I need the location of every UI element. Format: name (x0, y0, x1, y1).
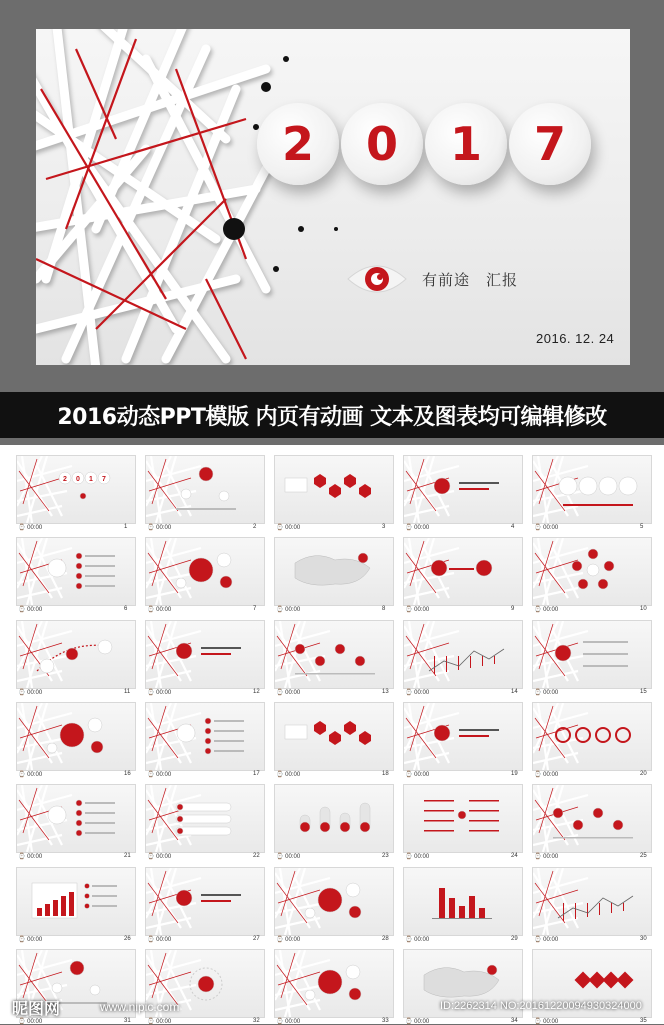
slide-number: 27 (253, 936, 260, 942)
slide-thumbnail-graphic (275, 538, 393, 605)
slide-thumbnail[interactable] (16, 620, 136, 689)
slide-thumbnail[interactable] (16, 537, 136, 606)
slide-number: 34 (511, 1018, 518, 1024)
slide-thumbnail-graphic (533, 703, 651, 770)
slide-timing-label: ⌚ 00:00 (18, 772, 43, 778)
slide-number: 7 (253, 606, 257, 612)
slide-thumbnail-graphic (533, 538, 651, 605)
slide-timing-label: ⌚ 00:00 (534, 854, 559, 860)
slide-thumbnail[interactable] (16, 867, 136, 936)
slide-number: 4 (511, 524, 515, 530)
svg-text:1: 1 (89, 476, 93, 483)
slide-number: 20 (640, 771, 647, 777)
slide-thumbnail[interactable] (403, 455, 523, 524)
slide-thumbnail-graphic (146, 456, 264, 523)
slide-thumbnail-graphic (17, 621, 135, 688)
slide-number: 23 (382, 853, 389, 859)
slide-number: 6 (124, 606, 128, 612)
watermark-id: ID:2262314 NO:20161220094930324000 (440, 1000, 642, 1012)
slide-number: 31 (124, 1018, 131, 1024)
slide-timing-label: ⌚ 00:00 (147, 1019, 172, 1025)
slide-number: 28 (382, 936, 389, 942)
slide-timing-label: ⌚ 00:00 (534, 525, 559, 531)
slide-timing-label: ⌚ 00:00 (405, 690, 430, 696)
slide-timing-label: ⌚ 00:00 (405, 772, 430, 778)
slide-thumbnail[interactable] (145, 537, 265, 606)
slide-timing-label: ⌚ 00:00 (534, 937, 559, 943)
slide-timing-label: ⌚ 00:00 (147, 690, 172, 696)
slide-timing-label: ⌚ 00:00 (534, 1019, 559, 1025)
slide-timing-label: ⌚ 00:00 (276, 772, 301, 778)
slide-timing-label: ⌚ 00:00 (276, 1019, 301, 1025)
slide-thumbnail[interactable] (16, 455, 136, 524)
slide-timing-label: ⌚ 00:00 (405, 525, 430, 531)
slide-number: 8 (382, 606, 386, 612)
slide-number: 11 (124, 689, 131, 695)
slide-thumbnail-graphic (533, 868, 651, 935)
slide-timing-label: ⌚ 00:00 (18, 1019, 43, 1025)
slide-number: 17 (253, 771, 260, 777)
slide-thumbnail-graphic (404, 456, 522, 523)
banner-text: 2016动态PPT模版 内页有动画 文本及图表均可编辑修改 (57, 404, 607, 430)
slide-timing-label: ⌚ 00:00 (534, 690, 559, 696)
slide-thumbnail[interactable] (16, 702, 136, 771)
slide-timing-label: ⌚ 00:00 (18, 525, 43, 531)
slide-number: 33 (382, 1018, 389, 1024)
hero-date: 2016. 12. 24 (536, 331, 615, 346)
slide-thumbnail-graphic (533, 456, 651, 523)
slide-number: 18 (382, 771, 389, 777)
slide-thumbnail-graphic (275, 703, 393, 770)
hero-slide-preview (36, 29, 630, 365)
svg-text:2: 2 (63, 476, 67, 483)
eye-icon (346, 257, 408, 301)
slide-number: 15 (640, 689, 647, 695)
slide-number: 30 (640, 936, 647, 942)
slide-thumbnail[interactable] (274, 455, 394, 524)
slide-thumbnail-graphic (146, 538, 264, 605)
slide-thumbnail[interactable] (532, 702, 652, 771)
slide-timing-label: ⌚ 00:00 (147, 525, 172, 531)
slide-thumbnail[interactable] (274, 867, 394, 936)
watermark-url: www.nipic.com (100, 1000, 180, 1014)
slide-thumbnail[interactable] (532, 784, 652, 853)
year-digit-1: 2 (257, 103, 339, 185)
slide-thumbnail-graphic (17, 703, 135, 770)
slide-thumbnail-graphic (404, 538, 522, 605)
slide-thumbnail[interactable] (145, 455, 265, 524)
slide-thumbnail[interactable] (274, 537, 394, 606)
slide-thumbnail[interactable] (532, 537, 652, 606)
slide-thumbnail[interactable] (145, 784, 265, 853)
slide-timing-label: ⌚ 00:00 (18, 690, 43, 696)
slide-thumbnail-graphic (404, 868, 522, 935)
slide-thumbnail-graphic (275, 868, 393, 935)
watermark-logo: 昵图网 (12, 999, 61, 1018)
slide-timing-label: ⌚ 00:00 (147, 937, 172, 943)
promo-banner (0, 392, 664, 438)
slide-number: 25 (640, 853, 647, 859)
slide-thumbnail-graphic (17, 456, 135, 523)
slide-timing-label: ⌚ 00:00 (18, 607, 43, 613)
slide-thumbnail[interactable] (274, 784, 394, 853)
slide-timing-label: ⌚ 00:00 (147, 854, 172, 860)
slide-number: 3 (382, 524, 386, 530)
slide-thumbnail-graphic (146, 621, 264, 688)
slide-thumbnail-graphic (17, 868, 135, 935)
slide-timing-label: ⌚ 00:00 (534, 607, 559, 613)
slide-thumbnail-graphic (275, 950, 393, 1017)
slide-number: 29 (511, 936, 518, 942)
slide-thumbnail-graphic (17, 785, 135, 852)
slide-timing-label: ⌚ 00:00 (534, 772, 559, 778)
slide-thumbnail[interactable] (145, 867, 265, 936)
year-digit-2: 0 (341, 103, 423, 185)
slide-number: 12 (253, 689, 260, 695)
svg-text:7: 7 (102, 476, 106, 483)
year-digit-3: 1 (425, 103, 507, 185)
slide-thumbnail[interactable] (274, 702, 394, 771)
slide-number: 21 (124, 853, 131, 859)
slide-thumbnail-graphic (17, 538, 135, 605)
slide-number: 14 (511, 689, 518, 695)
slide-timing-label: ⌚ 00:00 (405, 1019, 430, 1025)
slide-thumbnail[interactable] (532, 867, 652, 936)
slide-timing-label: ⌚ 00:00 (405, 937, 430, 943)
slide-timing-label: ⌚ 00:00 (405, 607, 430, 613)
abstract-lines-graphic (36, 29, 630, 365)
slide-thumbnail-graphic (146, 703, 264, 770)
slide-thumbnail-graphic (275, 785, 393, 852)
slide-timing-label: ⌚ 00:00 (405, 854, 430, 860)
slide-timing-label: ⌚ 00:00 (276, 525, 301, 531)
slide-thumbnail-graphic (404, 703, 522, 770)
slide-thumbnail-graphic (275, 456, 393, 523)
year-digit-4: 7 (509, 103, 591, 185)
slide-number: 5 (640, 524, 644, 530)
slide-timing-label: ⌚ 00:00 (276, 937, 301, 943)
slide-thumbnail-graphic (146, 785, 264, 852)
slide-thumbnail-graphic (404, 785, 522, 852)
slide-thumbnail[interactable] (403, 867, 523, 936)
slide-thumbnail[interactable] (403, 702, 523, 771)
slide-timing-label: ⌚ 00:00 (18, 854, 43, 860)
slide-number: 1 (124, 524, 128, 530)
slide-thumbnail[interactable] (145, 702, 265, 771)
slide-number: 24 (511, 853, 518, 859)
slide-thumbnail-graphic (533, 621, 651, 688)
slide-thumbnail[interactable] (274, 620, 394, 689)
slide-number: 13 (382, 689, 389, 695)
slide-number: 2 (253, 524, 257, 530)
slide-timing-label: ⌚ 00:00 (276, 854, 301, 860)
slide-thumbnail[interactable] (403, 620, 523, 689)
slide-thumbnail-graphic (275, 621, 393, 688)
slide-thumbnail-graphic (533, 785, 651, 852)
slide-timing-label: ⌚ 00:00 (18, 937, 43, 943)
slide-number: 32 (253, 1018, 260, 1024)
slide-thumbnail[interactable] (403, 784, 523, 853)
slide-timing-label: ⌚ 00:00 (147, 772, 172, 778)
slide-timing-label: ⌚ 00:00 (276, 690, 301, 696)
slide-thumbnail[interactable] (403, 537, 523, 606)
hero-subtitle: 有前途 汇报 (422, 272, 519, 289)
slide-thumbnail-graphic (404, 621, 522, 688)
slide-thumbnail-graphic (146, 868, 264, 935)
slide-number: 26 (124, 936, 131, 942)
slide-thumbnail[interactable] (532, 620, 652, 689)
slide-number: 16 (124, 771, 131, 777)
slide-timing-label: ⌚ 00:00 (276, 607, 301, 613)
slide-thumbnail[interactable] (274, 949, 394, 1018)
slide-timing-label: ⌚ 00:00 (147, 607, 172, 613)
slide-number: 9 (511, 606, 515, 612)
slide-number: 19 (511, 771, 518, 777)
slide-thumbnail[interactable] (145, 620, 265, 689)
slide-number: 22 (253, 853, 260, 859)
slide-thumbnail[interactable] (532, 455, 652, 524)
slide-number: 10 (640, 606, 647, 612)
slide-thumbnail[interactable] (16, 784, 136, 853)
slide-number: 35 (640, 1018, 647, 1024)
svg-text:0: 0 (76, 476, 80, 483)
